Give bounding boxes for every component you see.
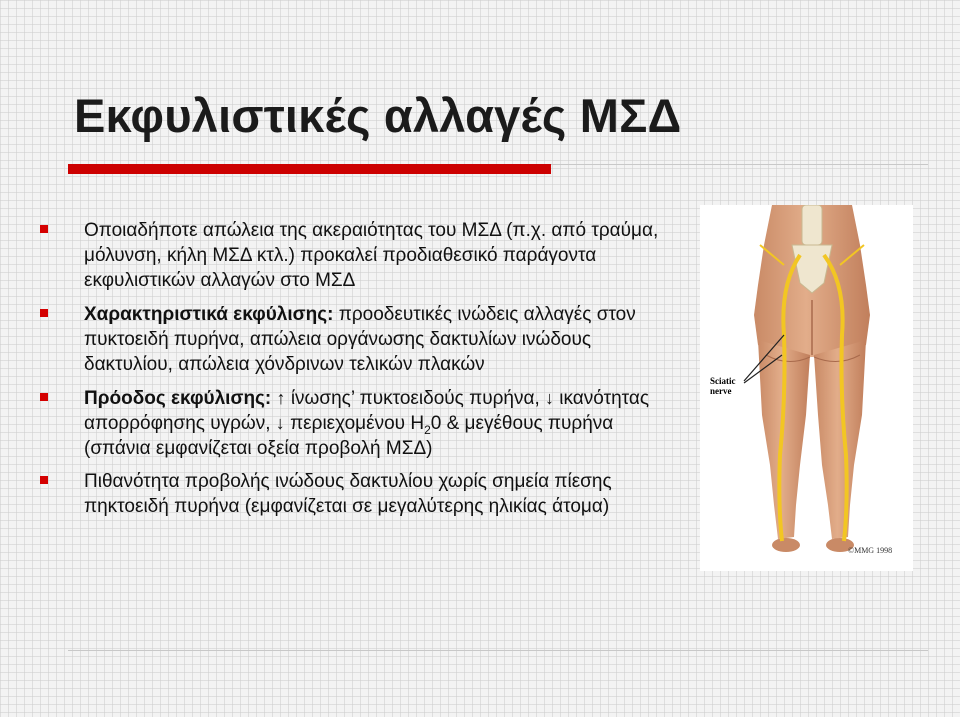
bullet-list — [40, 218, 685, 528]
bullet-square-icon — [40, 393, 48, 401]
bullet-text-fibrosis: ίνωσης’ πυκτοειδούς πυρήνα, — [285, 388, 540, 409]
bullet-item-probability — [40, 469, 685, 519]
footer-divider-line — [68, 650, 928, 651]
up-arrow-icon: ↑ — [276, 388, 286, 408]
bullet-square-icon — [40, 309, 48, 317]
bullet-text-absorption: ικανότητας απορρόφησης υγρών, — [84, 388, 650, 434]
bullet-label: Χαρακτηριστικά εκφύλισης: — [84, 304, 334, 325]
down-arrow-icon: ↓ — [275, 413, 285, 433]
bullet-square-icon — [40, 476, 48, 484]
bullet-text: προοδευτικές ινώδεις αλλαγές στον πυκτοειδή πυρήνα, απώλεια οργάνωσης δακτυλίων ινώδους δακτυλίου, απώλεια χόνδρινων τελικών πλακών — [84, 304, 636, 375]
bullet-label: Πρόοδος εκφύλισης: — [84, 388, 272, 409]
title-accent-bar — [68, 164, 551, 174]
bullet-item-characteristics — [40, 302, 685, 377]
spine-shape — [802, 205, 822, 245]
sciatic-nerve-figure — [700, 205, 913, 571]
slide-title: Εκφυλιστικές αλλαγές ΜΣΔ — [74, 89, 682, 142]
bullet-item-progression — [40, 386, 685, 461]
bullet-text-size: 0 & μεγέθους πυρήνα (σπάνια εμφανίζεται οξεία προβολή ΜΣΔ) — [84, 413, 614, 459]
sciatic-nerve-label: Sciatic nerve — [710, 376, 736, 396]
figure-copyright: ©MMG 1998 — [848, 546, 893, 555]
bullet-item-integrity-loss — [40, 218, 685, 293]
bullet-text: Οποιαδήποτε απώλεια της ακεραιότητας του ΜΣΔ (π.χ. από τραύμα, μόλυνση, κήλη ΜΣΔ κτλ.) προκαλεί προδιαθεσικό παράγοντα εκφυλιστικών αλλαγών στο ΜΣΔ — [84, 220, 659, 291]
bullet-text-water: περιεχομένου Η — [284, 413, 425, 434]
bullet-square-icon — [40, 225, 48, 233]
subscript: 2 — [424, 422, 431, 437]
down-arrow-icon: ↓ — [545, 388, 555, 408]
bullet-text: Πιθανότητα προβολής ινώδους δακτυλίου χωρίς σημεία πίεσης πηκτοειδή πυρήνα (εμφανίζεται σε μεγαλύτερης ηλικίας άτομα) — [84, 471, 612, 517]
